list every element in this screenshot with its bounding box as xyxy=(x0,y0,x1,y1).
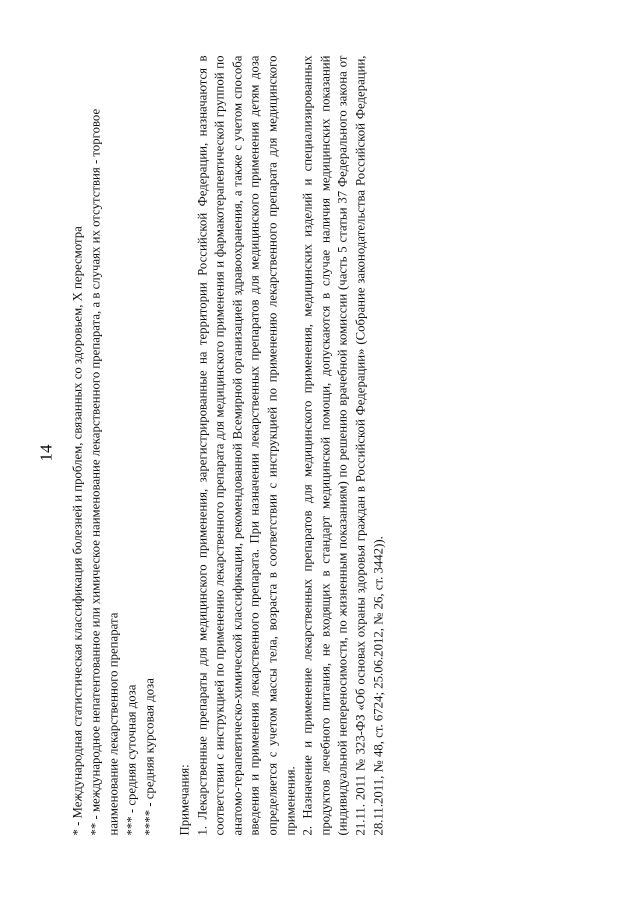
footnote-2: ** - международное непатентованное или химическое наименование лекарственного препарата, а в случаях их отсутствия - торговое наименование лекарственного препарата xyxy=(88,108,120,835)
notes-heading: Примечания: xyxy=(177,763,191,835)
note-item-1: 1. Лекарственные препараты для медицинского применения, зарегистрированные на территории Российской Федерации, назначаются в соответствии с инструкцией по применению лекарственного препарата для медицинского применения и фармакотерапевтической группой по анатомо-терапевтическо-химической классификации, рекомендованной Всемирной организацией здравоохранения, а также с учетом способа введения и применения лекарственного препарата. При назначении лекарственных препаратов для медицинского применения детям доза определяется с учетом массы тела, возраста в соответствии с инструкцией по применению лекарственного препарата для медицинского применения. xyxy=(194,55,297,835)
footnote-3: *** - средняя суточная доза xyxy=(124,684,138,835)
note-item-2: 2. Назначение и применение лекарственных препаратов для медицинского применения, медицинских изделий и специализированных продуктов лечебного питания, не входящих в стандарт медицинской помощи, допускаются в случае наличия медицинских показаний (индивидуальной непереносимости, по жизненным показаниям) по решению врачебной комиссии (часть 5 статьи 37 Федерального закона от 21.11. 2011 № 323-ФЗ «Об основах охраны здоровья граждан в Российской Федерации» (Собрание законодательства Российской Федерации, 28.11.2011, № 48, ст. 6724; 25.06.2012, № 26, ст. 3442)). xyxy=(300,55,385,835)
footnote-1: * - Международная статистическая классификация болезней и проблем, связанных со здоровьем, X пересмотра xyxy=(70,225,84,835)
footnotes xyxy=(68,65,158,835)
page-number: 14 xyxy=(36,444,55,461)
footnote-4: **** - средняя курсовая доза xyxy=(142,677,156,835)
notes-section xyxy=(176,55,387,835)
